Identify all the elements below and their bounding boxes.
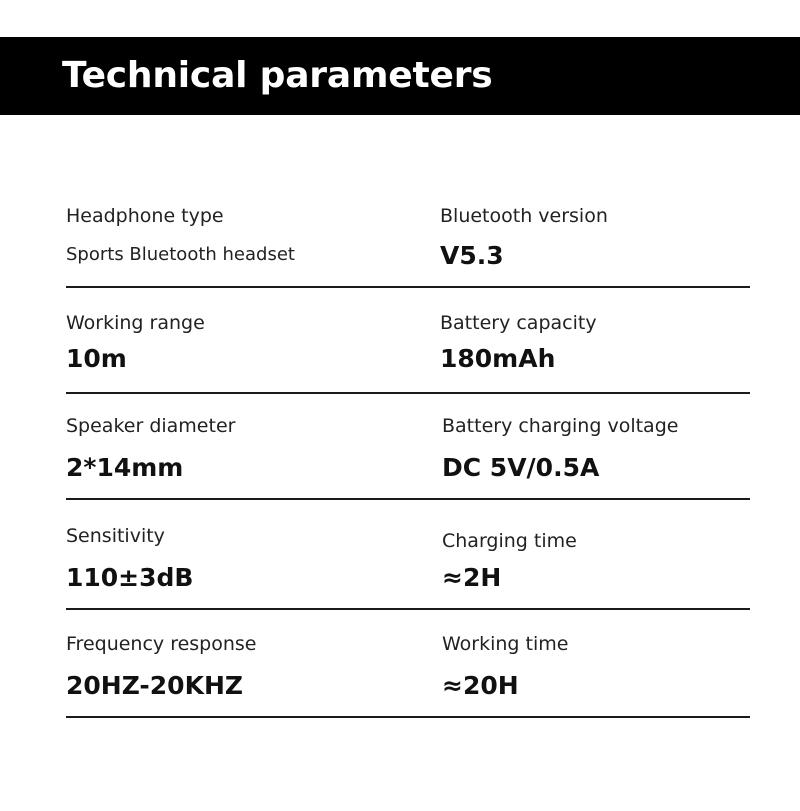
spec-label: Battery capacity xyxy=(440,312,597,334)
spec-value: 180mAh xyxy=(440,344,556,373)
spec-value: 10m xyxy=(66,344,127,373)
spec-value: ≈20H xyxy=(442,671,519,700)
spec-label: Working time xyxy=(442,633,569,655)
row-divider xyxy=(66,716,750,718)
row-divider xyxy=(66,286,750,288)
spec-label: Charging time xyxy=(442,530,577,552)
page-title: Technical parameters xyxy=(62,55,493,96)
spec-value: DC 5V/0.5A xyxy=(442,453,600,482)
spec-value: V5.3 xyxy=(440,241,504,270)
spec-label: Working range xyxy=(66,312,205,334)
spec-label: Battery charging voltage xyxy=(442,415,679,437)
row-divider xyxy=(66,608,750,610)
spec-label: Headphone type xyxy=(66,205,224,227)
spec-label: Bluetooth version xyxy=(440,205,608,227)
spec-label: Speaker diameter xyxy=(66,415,236,437)
spec-value: Sports Bluetooth headset xyxy=(66,244,295,265)
row-divider xyxy=(66,392,750,394)
spec-value: 110±3dB xyxy=(66,563,194,592)
spec-value: 20HZ-20KHZ xyxy=(66,671,243,700)
spec-value: ≈2H xyxy=(442,563,502,592)
row-divider xyxy=(66,498,750,500)
spec-label: Sensitivity xyxy=(66,525,165,547)
spec-value: 2*14mm xyxy=(66,453,184,482)
spec-label: Frequency response xyxy=(66,633,257,655)
